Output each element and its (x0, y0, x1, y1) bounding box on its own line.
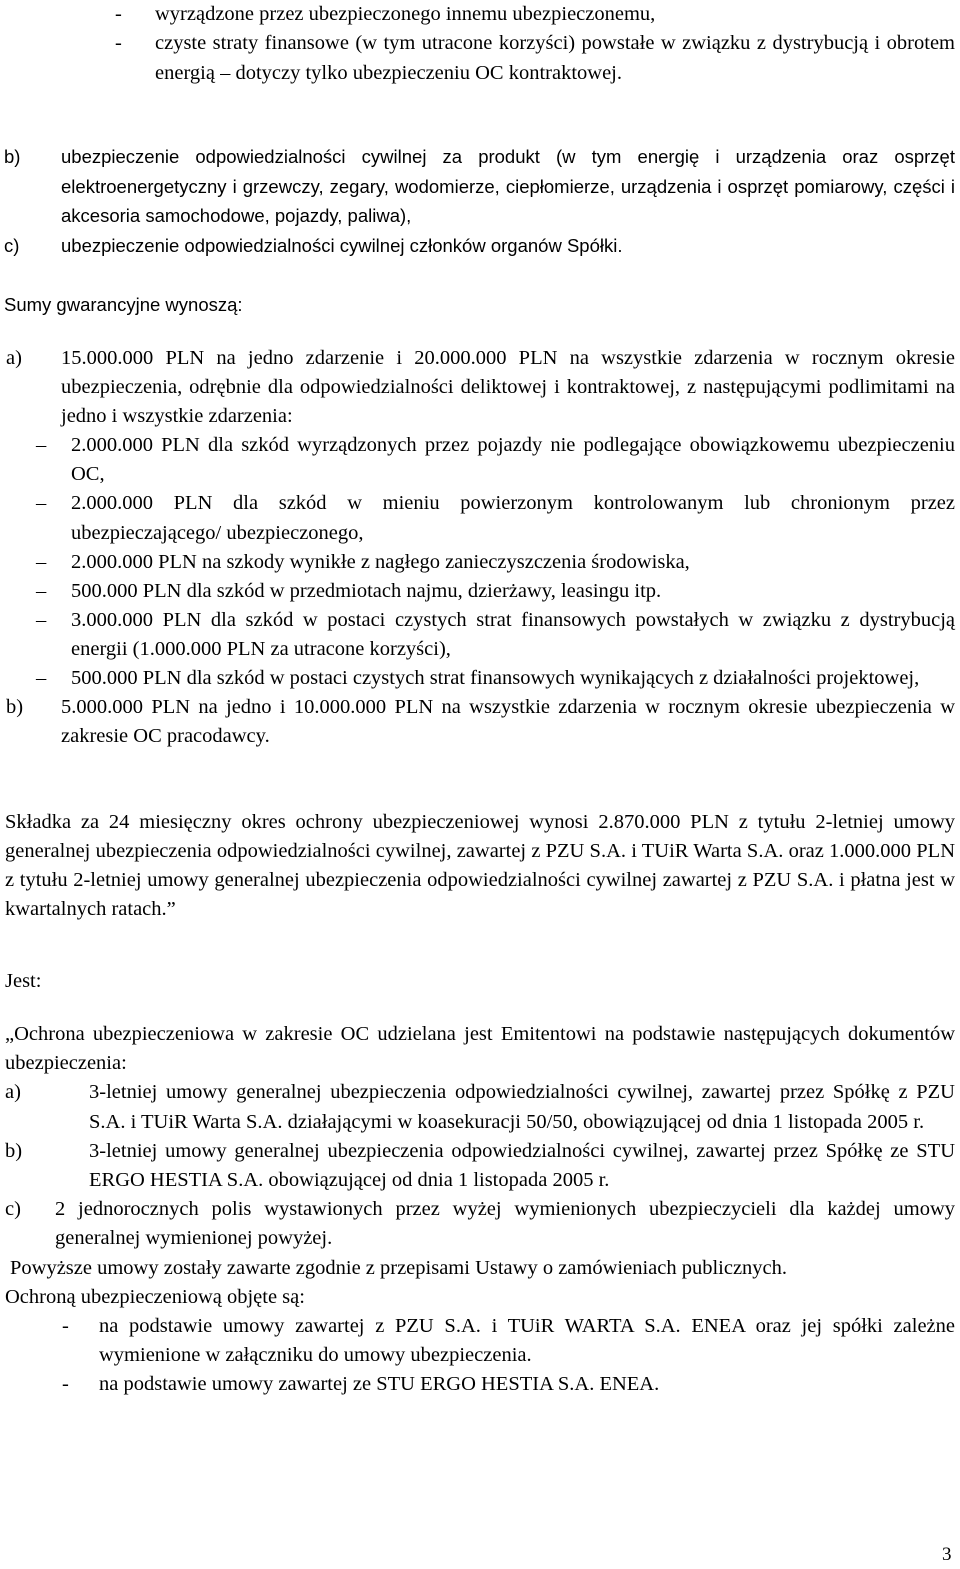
item-label: b) (4, 146, 21, 167)
list-item-text: 500.000 PLN dla szkód w postaci czystych strat finansowych wynikających z działalności projektowej, (71, 667, 920, 690)
list-dash: - (115, 32, 122, 55)
list-item-text: 2.000.000 PLN na szkody wynikłe z nagłego zanieczyszczenia środowiska, (71, 550, 690, 573)
item-label: c) (5, 1198, 21, 1221)
list-item-text: czyste straty finansowe (w tym utracone korzyści) powstałe w związku z dystrybucją i obrotem energią – dotyczy tylko ubezpieczeniu OC kontraktowej. (155, 32, 955, 84)
list-item (115, 29, 955, 88)
document-item-c (5, 1195, 955, 1253)
list-item-text: 500.000 PLN dla szkód w przedmiotach najmu, dzierżawy, leasingu itp. (71, 579, 662, 602)
list-item (115, 0, 955, 29)
list-item-text: 3.000.000 PLN dla szkód w postaci czystych strat finansowych powstałych w związku z dystrybucją energii (1.000.000 PLN za utracone korzyści), (71, 608, 955, 660)
item-text: ubezpieczenie odpowiedzialności cywilnej za produkt (w tym energię i urządzenia oraz osprzęt elektroenergetyczny i grzewczy, zegary, wodomierze, ciepłomierze, urządzenia i osprzęt pomiarowy, części i akcesoria samochodowe, pojazdy, paliwa), (61, 146, 955, 226)
list-item (36, 664, 955, 693)
list-item (62, 1312, 955, 1370)
document-item-b (5, 1137, 955, 1195)
list-item-text: na podstawie umowy zawartej ze STU ERGO HESTIA S.A. ENEA. (99, 1373, 660, 1396)
list-dash: – (36, 608, 47, 631)
list-item (36, 577, 955, 606)
list-item (62, 1370, 955, 1399)
item-text: 3-letniej umowy generalnej ubezpieczenia odpowiedzialności cywilnej, zawartej przez Spółkę ze STU ERGO HESTIA S.A. obowiązującej od dnia 1 listopada 2005 r. (89, 1139, 955, 1192)
document-item-a (5, 1078, 955, 1136)
top-list (115, 0, 955, 88)
item-label: a) (6, 347, 22, 369)
list-item (36, 489, 955, 547)
item-text: 3-letniej umowy generalnej ubezpieczenia odpowiedzialności cywilnej, zawartej przez Spółkę z PZU S.A. i TUiR Warta S.A. działającymi w koasekuracji 50/50, obowiązującej od dnia 1 listopada 2005 r. (89, 1081, 955, 1133)
list-item-text: 2.000.000 PLN dla szkód w mieniu powierzonym kontrolowanym lub chronionym przez ubezpieczającego/ ubezpieczonego, (71, 492, 955, 544)
insurance-item-c (4, 231, 955, 261)
list-item (36, 606, 955, 664)
jest-heading: Jest: (5, 970, 42, 992)
list-dash: – (36, 434, 47, 457)
list-dash: – (36, 550, 47, 573)
item-label: c) (4, 234, 20, 256)
covered-heading: Ochroną ubezpieczeniową objęte są: (5, 1285, 305, 1308)
coverage-intro: „Ochrona ubezpieczeniowa w zakresie OC udzielana jest Emitentowi na podstawie następujących dokumentów ubezpieczenia: (5, 1023, 955, 1075)
sums-heading: Sumy gwarancyjne wynoszą: (4, 294, 243, 315)
page-number: 3 (942, 1544, 952, 1565)
contracts-paragraph: Powyższe umowy zostały zawarte zgodnie z przepisami Ustawy o zamówieniach publicznych. (10, 1256, 788, 1279)
list-item-text: 2.000.000 PLN dla szkód wyrządzonych przez pojazdy nie podlegające obowiązkowemu ubezpieczeniu OC, (71, 434, 955, 486)
sums-section (6, 344, 955, 751)
sum-item-b (6, 693, 955, 751)
list-dash: – (36, 667, 47, 690)
insurance-item-b (4, 142, 955, 231)
list-item-text: wyrządzone przez ubezpieczonego innemu ubezpieczonemu, (155, 3, 656, 25)
item-label: b) (5, 1139, 23, 1162)
item-label: b) (6, 696, 24, 719)
item-label: a) (5, 1081, 21, 1104)
list-dash: - (115, 3, 122, 25)
premium-paragraph: Składka za 24 miesięczny okres ochrony ubezpieczeniowej wynosi 2.870.000 PLN z tytułu 2-letniej umowy generalnej ubezpieczenia odpowiedzialności cywilnej, zawartej z PZU S.A. i TUiR Warta S.A. oraz 1.000.000 PLN z tytułu 2-letniej umowy generalnej ubezpieczenia odpowiedzialności cywilnej zawartej z PZU S.A. i płatna jest w kwartalnych ratach.” (5, 811, 955, 921)
list-dash: - (62, 1373, 69, 1396)
sum-item-a (6, 344, 955, 431)
item-text: 5.000.000 PLN na jedno i 10.000.000 PLN na wszystkie zdarzenia w rocznym okresie ubezpieczenia w zakresie OC pracodawcy. (61, 696, 955, 748)
item-text: ubezpieczenie odpowiedzialności cywilnej członków organów Spółki. (61, 234, 623, 256)
insurance-types (4, 142, 955, 320)
jest-section (5, 967, 955, 996)
list-dash: – (36, 579, 47, 602)
list-dash: - (62, 1315, 69, 1338)
list-dash: – (36, 492, 47, 515)
coverage-section (5, 1020, 955, 1400)
list-item (36, 548, 955, 577)
item-text: 2 jednorocznych polis wystawionych przez wyżej wymienionych ubezpieczycieli dla każdej umowy generalnej wymienionej powyżej. (55, 1198, 955, 1250)
list-item-text: na podstawie umowy zawartej z PZU S.A. i TUiR WARTA S.A. ENEA oraz jej spółki zależne wymienione w załączniku do umowy ubezpieczenia. (99, 1315, 955, 1367)
list-item (36, 431, 955, 489)
premium-section (5, 808, 955, 924)
item-text: 15.000.000 PLN na jedno zdarzenie i 20.000.000 PLN na wszystkie zdarzenia w rocznym okresie ubezpieczenia, odrębnie dla odpowiedzialności deliktowej i kontraktowej, z następującymi podlimitami na jedno i wszystkie zdarzenia: (61, 347, 955, 428)
sublimit-list (6, 431, 955, 693)
